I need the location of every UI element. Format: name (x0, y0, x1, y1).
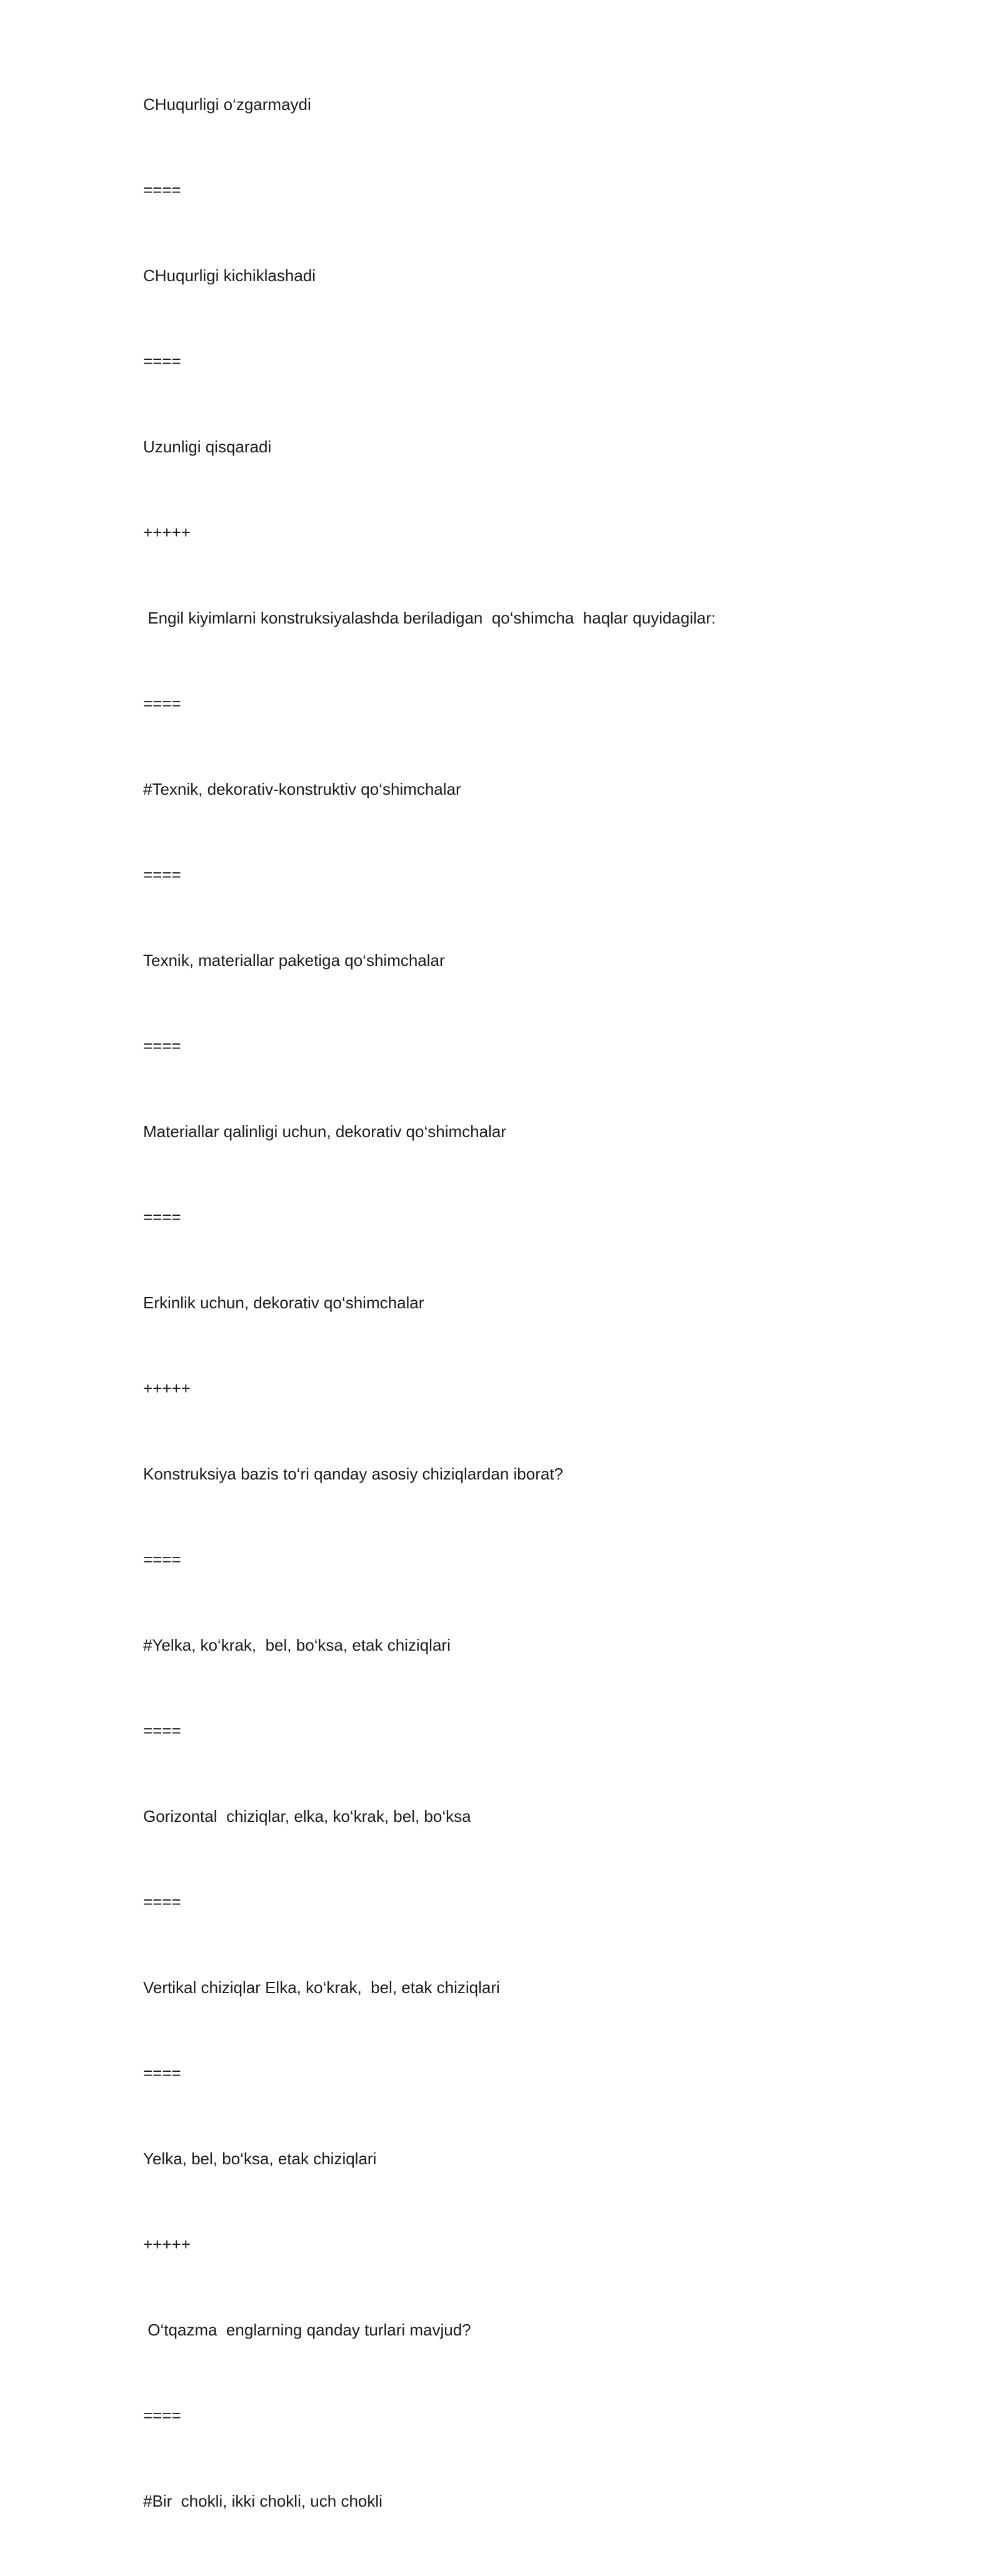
question-text: Konstruksiya bazis to‘ri qanday asosiy chiziqlardan iborat? (143, 1465, 564, 1483)
question-text: Engil kiyimlarni konstruksiyalashda beriladigan qo‘shimcha haqlar quyidagilar: (143, 609, 716, 627)
document-content (143, 94, 893, 2576)
answer-option: CHuqurligi kichiklashadi (143, 266, 316, 285)
answer-option: Vertikal chiziqlar Elka, ko‘krak, bel, etak chiziqlari (143, 1978, 500, 1997)
answer-option: Uzunligi qisqaradi (143, 437, 272, 456)
option-separator: ==== (143, 1892, 181, 1911)
correct-answer-option: #Bir chokli, ikki chokli, uch chokli (143, 2492, 382, 2510)
option-separator: ==== (143, 1208, 181, 1226)
option-separator: ==== (143, 1550, 181, 1569)
option-separator: ==== (143, 2064, 181, 2082)
answer-option: Texnik, materiallar paketiga qo‘shimchalar (143, 951, 445, 970)
answer-option: Gorizontal chiziqlar, elka, ko‘krak, bel, bo‘ksa (143, 1807, 471, 1826)
option-separator: ==== (143, 1037, 181, 1055)
question-separator: +++++ (143, 2235, 191, 2254)
answer-option: Erkinlik uchun, dekorativ qo‘shimchalar (143, 1293, 424, 1312)
option-separator: ==== (143, 2406, 181, 2425)
question-separator: +++++ (143, 523, 191, 542)
answer-option: Yelka, bel, bo‘ksa, etak chiziqlari (143, 2149, 377, 2168)
answer-option: Materiallar qalinligi uchun, dekorativ qo‘shimchalar (143, 1122, 506, 1141)
correct-answer-option: #Yelka, ko‘krak, bel, bo‘ksa, etak chiziqlari (143, 1636, 451, 1654)
option-separator: ==== (143, 1721, 181, 1740)
option-separator: ==== (143, 181, 181, 199)
question-separator: +++++ (143, 1379, 191, 1398)
option-separator: ==== (143, 865, 181, 884)
answer-option: CHuqurligi o‘zgarmaydi (143, 95, 311, 114)
option-separator: ==== (143, 694, 181, 713)
question-text: O‘tqazma englarning qanday turlari mavjud? (143, 2320, 471, 2339)
correct-answer-option: #Texnik, dekorativ-konstruktiv qo‘shimchalar (143, 780, 461, 798)
option-separator: ==== (143, 352, 181, 370)
